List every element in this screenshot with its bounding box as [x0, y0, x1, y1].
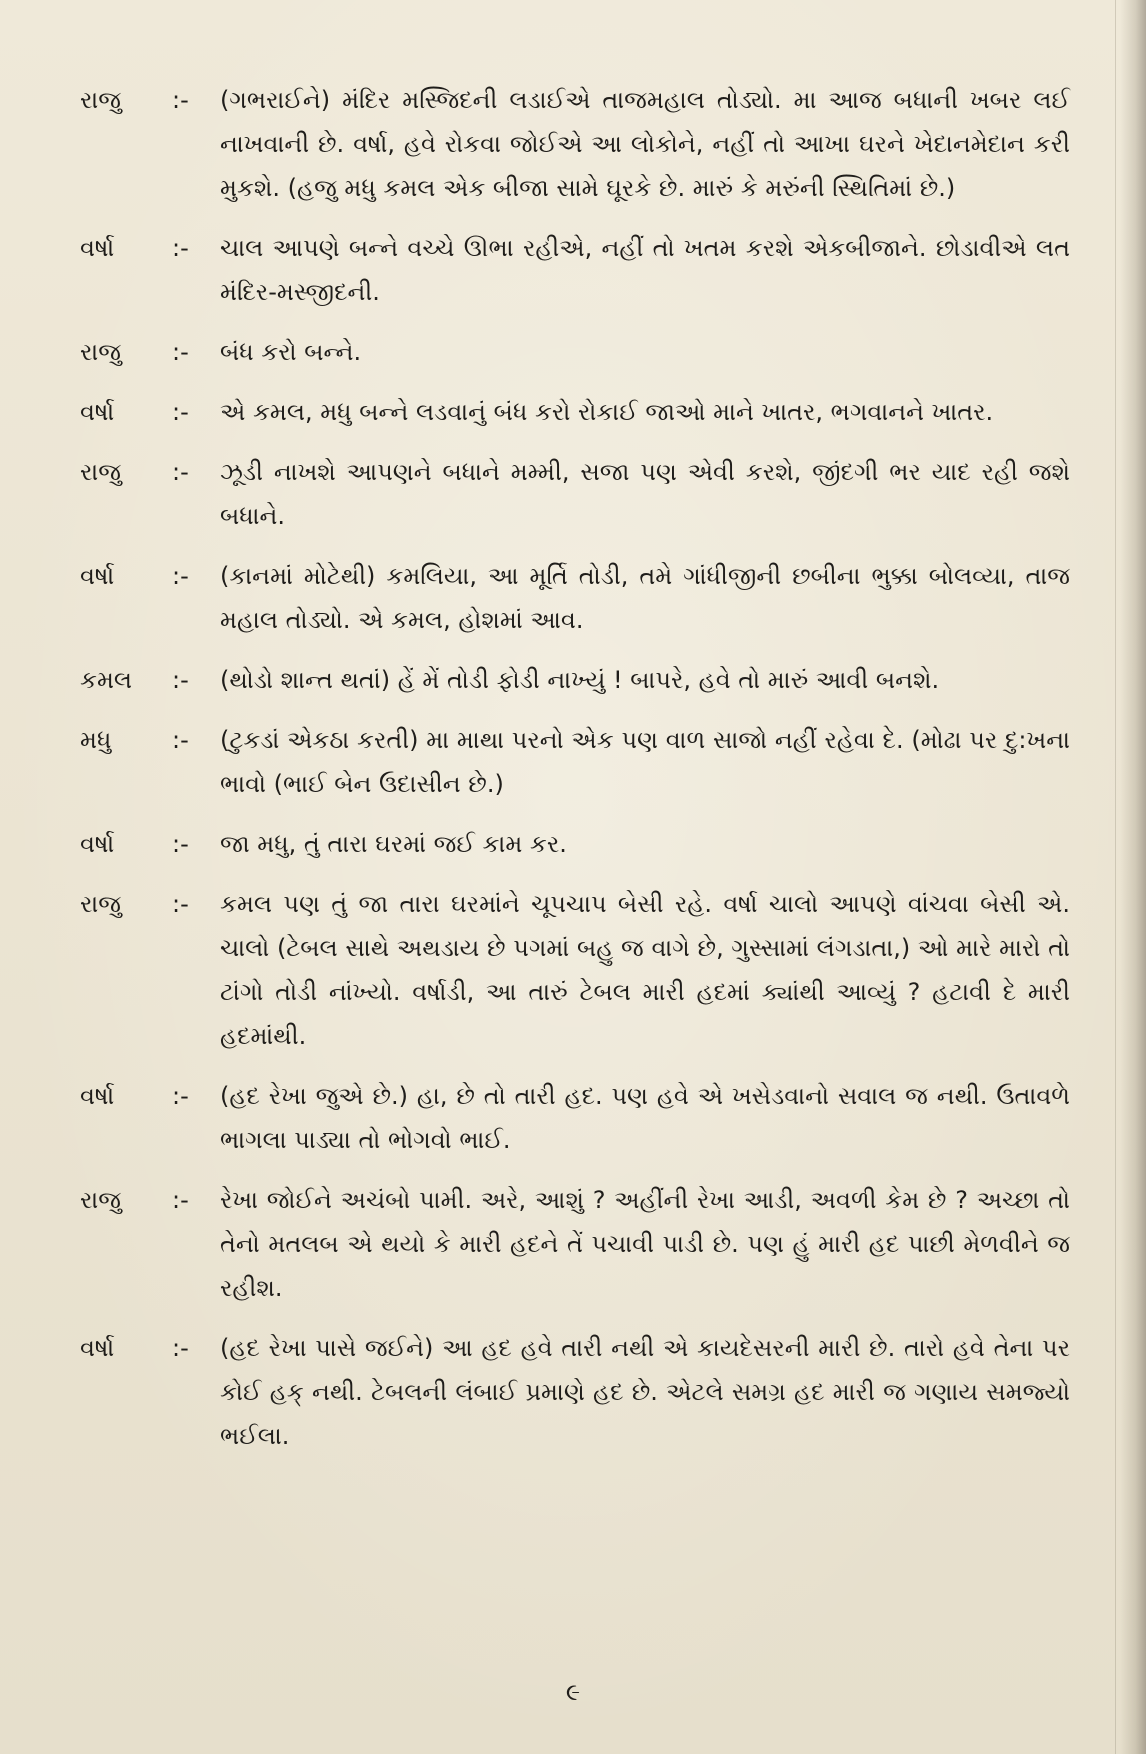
dialogue-text: બંધ કરો બન્ને.: [220, 338, 362, 366]
dialogue-block: [80, 78, 1070, 1474]
speaker-name: રાજુ: [80, 1186, 121, 1214]
speaker-separator: :-: [172, 1186, 189, 1214]
dialogue-text: જા મધુ, તું તારા ઘરમાં જઈ કામ કર.: [220, 830, 567, 858]
speaker-name: વર્ષા: [80, 830, 115, 858]
speaker-name: કમલ: [80, 666, 133, 694]
page-number: ૯: [565, 1678, 581, 1706]
dialogue-entry: [80, 1074, 1070, 1162]
speaker-name: વર્ષા: [80, 562, 115, 590]
speaker-separator: :-: [172, 234, 189, 262]
dialogue-text: (થોડો શાન્ત થતાં) હેં મેં તોડી ફોડી નાખ્યું ! બાપરે, હવે તો મારું આવી બનશે.: [220, 666, 940, 694]
speaker-separator: :-: [172, 1334, 189, 1362]
speaker-separator: :-: [172, 1082, 189, 1110]
speaker-name: વર્ષા: [80, 234, 115, 262]
dialogue-entry: [80, 78, 1070, 210]
dialogue-text: એ કમલ, મધુ બન્ને લડવાનું બંધ કરો રોકાઈ જાઓ માને ખાતર, ભગવાનને ખાતર.: [220, 398, 994, 426]
dialogue-text: રેખા જોઈને અચંબો પામી. અરે, આશું ? અહીંની રેખા આડી, અવળી કેમ છે ? અચ્છા તો તેનો મતલબ એ થયો કે મારી હદને તેં પચાવી પાડી છે. પણ હું મારી હદ પાછી મેળવીને જ રહીશ.: [220, 1186, 1070, 1302]
speaker-name: રાજુ: [80, 890, 121, 918]
dialogue-text: કમલ પણ તું જા તારા ઘરમાંને ચૂપચાપ બેસી રહે. વર્ષા ચાલો આપણે વાંચવા બેસી એ. ચાલો (ટેબલ સાથે અથડાય છે પગમાં બહુ જ વાગે છે, ગુસ્સામાં લંગડાતા,) ઓ મારે મારો તો ટાંગો તોડી નાંખ્યો. વર્ષાડી, આ તારું ટેબલ મારી હદમાં ક્યાંથી આવ્યું ? હટાવી દે મારી હદમાંથી.: [220, 890, 1070, 1050]
dialogue-entry: [80, 718, 1070, 806]
speaker-separator: :-: [172, 338, 189, 366]
dialogue-entry: [80, 330, 1070, 374]
speaker-separator: :-: [172, 726, 189, 754]
speaker-separator: :-: [172, 562, 189, 590]
speaker-separator: :-: [172, 86, 189, 114]
speaker-name: વર્ષા: [80, 1082, 115, 1110]
dialogue-text: ચાલ આપણે બન્ને વચ્ચે ઊભા રહીએ, નહીં તો ખતમ કરશે એકબીજાને. છોડાવીએ લત મંદિર-મસ્જીદની.: [220, 234, 1070, 306]
dialogue-entry: [80, 658, 1070, 702]
speaker-separator: :-: [172, 398, 189, 426]
dialogue-text: (હદ રેખા પાસે જઈને) આ હદ હવે તારી નથી એ કાયદેસરની મારી છે. તારો હવે તેના પર કોઈ હક્ નથી. ટેબલની લંબાઈ પ્રમાણે હદ છે. એટલે સમગ્ર હદ મારી જ ગણાય સમજ્યો ભઈલા.: [220, 1334, 1070, 1450]
speaker-name: રાજુ: [80, 86, 121, 114]
dialogue-entry: [80, 822, 1070, 866]
speaker-separator: :-: [172, 830, 189, 858]
dialogue-entry: [80, 390, 1070, 434]
dialogue-entry: [80, 1326, 1070, 1458]
speaker-separator: :-: [172, 890, 189, 918]
dialogue-entry: [80, 226, 1070, 314]
speaker-separator: :-: [172, 666, 189, 694]
page-edge-shadow: [1120, 0, 1146, 1754]
dialogue-text: (કાનમાં મોટેથી) કમલિયા, આ મૂર્તિ તોડી, તમે ગાંધીજીની છબીના ભુક્કા બોલવ્યા, તાજ મહાલ તોડ્યો. એ કમલ, હોશમાં આવ.: [220, 562, 1070, 634]
dialogue-text: (હદ રેખા જુએ છે.) હા, છે તો તારી હદ. પણ હવે એ ખસેડવાનો સવાલ જ નથી. ઉતાવળે ભાગલા પાડ્યા તો ભોગવો ભાઈ.: [220, 1082, 1070, 1154]
speaker-name: રાજુ: [80, 458, 121, 486]
dialogue-text: ઝૂડી નાખશે આપણને બધાને મમ્મી, સજા પણ એવી કરશે, જીંદગી ભર યાદ રહી જશે બધાને.: [220, 458, 1070, 530]
dialogue-entry: [80, 450, 1070, 538]
dialogue-entry: [80, 1178, 1070, 1310]
dialogue-entry: [80, 882, 1070, 1058]
dialogue-text: (ટુકડાં એકઠા કરતી) મા માથા પરનો એક પણ વાળ સાજો નહીં રહેવા દે. (મોઢા પર દુ:ખના ભાવો (ભાઈ બેન ઉદાસીન છે.): [220, 726, 1070, 798]
speaker-name: રાજુ: [80, 338, 121, 366]
dialogue-text: (ગભરાઈને) મંદિર મસ્જિદની લડાઈએ તાજમહાલ તોડ્યો. મા આજ બધાની ખબર લઈ નાખવાની છે. વર્ષા, હવે રોકવા જોઈએ આ લોકોને, નહીં તો આખા ઘરને ખેદાનમેદાન કરી મુકશે. (હજુ મધુ કમલ એક બીજા સામે ઘૂરકે છે. મારું કે મરુંની સ્થિતિમાં છે.): [220, 86, 1070, 202]
speaker-name: વર્ષા: [80, 398, 115, 426]
page-edge-line: [1115, 0, 1116, 1754]
speaker-separator: :-: [172, 458, 189, 486]
dialogue-entry: [80, 554, 1070, 642]
speaker-name: મધુ: [80, 726, 112, 754]
speaker-name: વર્ષા: [80, 1334, 115, 1362]
